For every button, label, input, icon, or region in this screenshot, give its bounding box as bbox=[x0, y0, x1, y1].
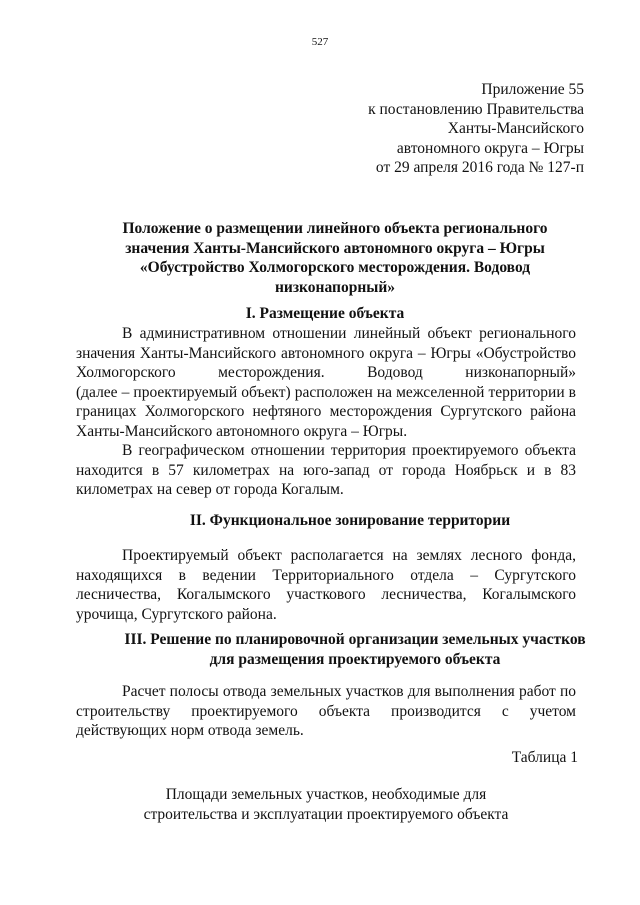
appendix-block bbox=[264, 80, 584, 178]
table-caption-line: строительства и эксплуатации проектируемого объекта bbox=[143, 805, 509, 823]
table-caption bbox=[76, 785, 576, 824]
section-2-paragraph-1 bbox=[76, 546, 576, 624]
appendix-line: автономного округа – Югры bbox=[396, 139, 584, 157]
paragraph-line: километрах на север от города Когалым. bbox=[76, 481, 344, 498]
paragraph-line: лесничества, Когалымского участкового лесничества, Когалымского bbox=[76, 586, 576, 603]
paragraph-line: строительству проектируемого объекта производится с учетом bbox=[76, 702, 576, 720]
appendix-line: к постановлению Правительства bbox=[368, 100, 584, 118]
paragraph-line: В географическом отношении территория проектируемого объекта bbox=[122, 442, 576, 459]
title-line: «Обустройство Холмогорского месторождения. Водовод bbox=[139, 259, 531, 276]
table-caption-line: Площади земельных участков, необходимые для bbox=[165, 786, 487, 803]
paragraph-line: находится в 57 километрах на юго-запад от города Ноябрьск и в 83 bbox=[76, 461, 576, 479]
paragraph-line: Ханты-Мансийского автономного округа – Югры. bbox=[76, 422, 408, 440]
paragraph-line: (далее – проектируемый объект) расположен на межселенной территории в bbox=[76, 383, 576, 401]
title-line: значения Ханты-Мансийского автономного округа – Югры bbox=[125, 239, 545, 257]
table-label: Таблица 1 bbox=[511, 749, 578, 766]
appendix-line: Приложение 55 bbox=[481, 81, 584, 98]
section-1-heading-text: I. Размещение объекта bbox=[245, 305, 405, 322]
paragraph-line: урочища, Сургутского района. bbox=[76, 605, 277, 623]
appendix-line: Ханты-Мансийского bbox=[447, 120, 584, 137]
paragraph-line: В административном отношении линейный объект регионального bbox=[122, 325, 576, 342]
section-2-heading-text: II. Функциональное зонирование территории bbox=[189, 512, 511, 529]
paragraph-line: находящихся в ведении Территориального отдела – Сургутского bbox=[76, 566, 576, 584]
appendix-line: от 29 апреля 2016 года № 127-п bbox=[375, 159, 584, 176]
section-3-paragraph-1 bbox=[76, 682, 576, 741]
section-3-heading bbox=[90, 630, 620, 669]
paragraph-line: Расчет полосы отвода земельных участков для выполнения работ по bbox=[122, 683, 576, 700]
paragraph-line: Проектируемый объект располагается на землях лесного фонда, bbox=[122, 547, 576, 564]
document-title bbox=[70, 219, 600, 297]
paragraph-line: действующих норм отвода земель. bbox=[76, 722, 304, 739]
title-line: низконапорный» bbox=[274, 278, 396, 296]
section-3-heading-text: III. Решение по планировочной организации земельных участков bbox=[124, 631, 586, 648]
section-3-heading-text: для размещения проектируемого объекта bbox=[209, 650, 501, 668]
title-line: Положение о размещении линейного объекта регионального bbox=[122, 220, 548, 237]
paragraph-line: Холмогорского месторождения. Водовод низконапорный» bbox=[76, 364, 576, 381]
section-2-heading bbox=[120, 511, 580, 531]
paragraph-line: границах Холмогорского нефтяного месторождения Сургутского района bbox=[76, 403, 576, 420]
section-1-paragraph-1 bbox=[76, 324, 576, 441]
section-1-heading bbox=[70, 304, 580, 324]
section-1-paragraph-2 bbox=[76, 441, 576, 500]
page-number: 527 bbox=[311, 36, 329, 48]
paragraph-line: значения Ханты-Мансийского автономного округа – Югры «Обустройство bbox=[76, 344, 576, 362]
